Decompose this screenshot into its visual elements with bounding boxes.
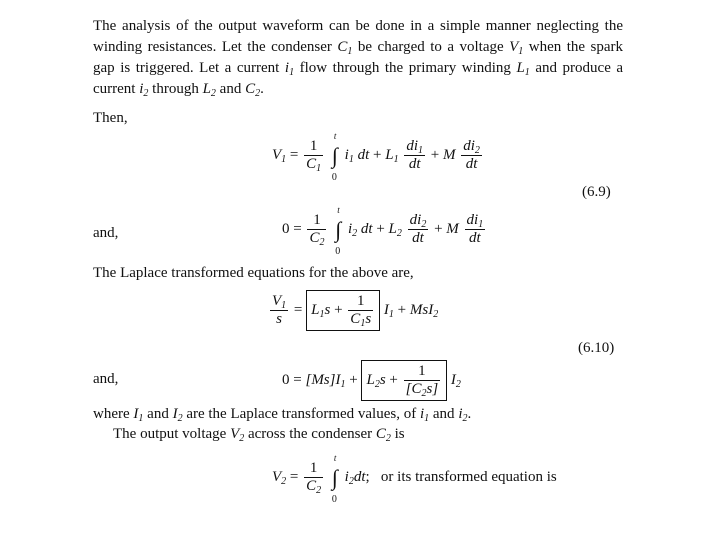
eq4-bracket: $L_2s$ + $\frac{1}{[C_2s]}$ (361, 360, 447, 401)
eq5-integral: t ∫ 0 (331, 452, 338, 505)
output-voltage-sentence: The output voltage $V_2$ across the condenser $C_2$ is (113, 426, 405, 444)
intro-text-4: flow through the primary winding (299, 60, 511, 76)
symbol-l1: $L_1$ (516, 60, 530, 78)
eq1-fraction-3: $\frac{di_2}{dt}$ (463, 138, 480, 172)
equation-2: 0 = $\frac{1}{C_2}$ t ∫ 0 $i_2$ dt + $L_2$ $\frac{di_2}{dt}$ + M $\frac{di_1}{dt}$ (282, 204, 484, 257)
intro-paragraph (93, 16, 623, 100)
eq1-fraction-2: $\frac{di_1}{dt}$ (406, 138, 423, 172)
symbol-c2: $C_2$ (245, 81, 261, 99)
eq2-fraction-3: $\frac{di_1}{dt}$ (466, 212, 484, 246)
intro-text-2: be charged to a voltage (357, 39, 504, 55)
equation-number-6-10: (6.10) (578, 340, 615, 356)
eq3-bracket: $L_1s$ + $\frac{1}{C_1s}$ (306, 290, 380, 331)
symbol-i2: $i_2$ (139, 81, 149, 99)
symbol-l2: $L_2$ (202, 81, 216, 99)
laplace-sentence: The Laplace transformed equations for the above are, (93, 265, 414, 281)
intro-text-6: through (152, 81, 199, 97)
eq2-fraction-2: $\frac{di_2}{dt}$ (409, 212, 427, 246)
where-sentence: where $I_1$ and $I_2$ are the Laplace transformed values, of $i_1$ and $i_2$. (93, 406, 472, 424)
eq1-equals: = (289, 146, 299, 163)
equation-5: $V_2$ = $\frac{1}{C_2}$ t ∫ 0 $i_2dt$; or its transformed equation is (272, 452, 557, 505)
eq3-fraction-lhs: $\frac{V_1}{s}$ (272, 293, 287, 327)
symbol-c1: $C_1$ (337, 39, 353, 57)
eq2-integral: t ∫ 0 (335, 204, 342, 257)
and-label-2: and, (93, 371, 119, 387)
symbol-i1: $i_1$ (284, 60, 295, 78)
equation-1: $V_1$ = $\frac{1}{C_1}$ t ∫ 0 $i_1$ dt + $L_1$ $\frac{di_1}{dt}$ + M $\frac{di_2}{dt}$ (272, 130, 480, 183)
intro-text-3: when the spark gap is triggered. Let a current (93, 39, 624, 76)
intro-text-5: and produce a current (93, 60, 624, 97)
eq2-fraction-1: $\frac{1}{C_2}$ (309, 212, 325, 248)
eq1-fraction-1: $\frac{1}{C_1}$ (306, 138, 322, 174)
and-label-1: and, (93, 225, 119, 241)
symbol-v1: $V_1$ (509, 39, 524, 57)
intro-period: . (260, 81, 264, 97)
eq5-fraction: $\frac{1}{C_2}$ (306, 460, 322, 496)
tail-text: or its transformed equation is (380, 468, 557, 485)
equation-3: $\frac{V_1}{s}$ = $L_1s$ + $\frac{1}{C_1s}$ $I_1 + MsI_2$ (268, 290, 438, 331)
eq1-lhs: $V_1$ (272, 146, 287, 165)
equation-4: $0 = [Ms]I_1 + L_2s$ + $\frac{1}{[C_2s]}$ $I_2$ (282, 360, 461, 401)
eq3-fraction-inner: $\frac{1}{C_1s}$ (350, 293, 372, 329)
then-label: Then, (93, 110, 128, 126)
equation-number-6-9: (6.9) (582, 184, 611, 200)
intro-text-1: The analysis of the output waveform can be done in a simple manner neglecting the winding resistances. Let the condenser (93, 18, 623, 55)
intro-text-7: and (219, 81, 242, 97)
eq1-integral: t ∫ 0 (331, 130, 338, 183)
eq4-fraction-inner: $\frac{1}{[C_2s]}$ (405, 363, 439, 399)
